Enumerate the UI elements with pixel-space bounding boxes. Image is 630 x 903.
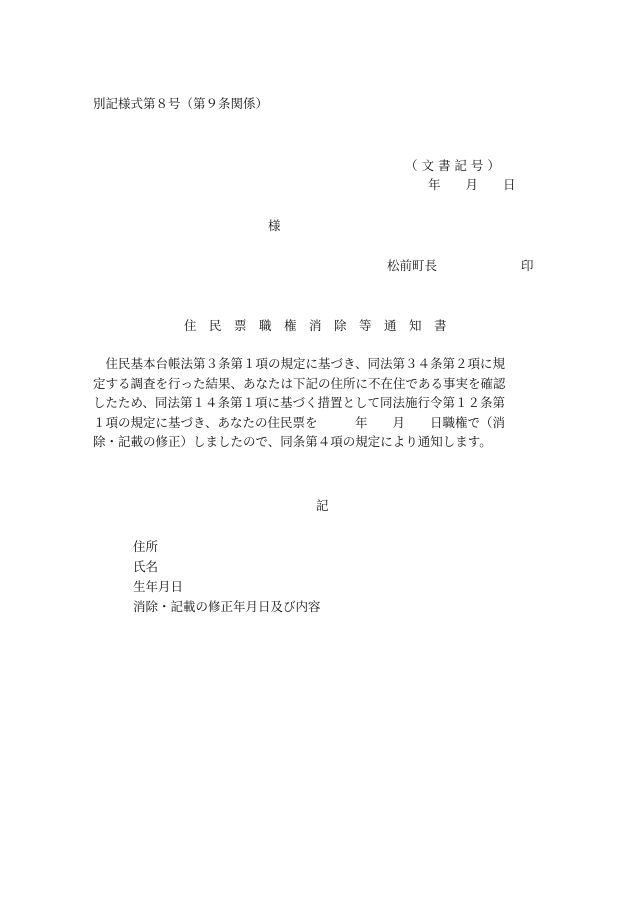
body-line: 住民基本台帳法第３条第１項の規定に基づき、同法第３４条第２項に規 <box>93 356 506 371</box>
item-removal-details: 消除・記載の修正年月日及び内容 <box>133 599 321 614</box>
record-items <box>133 537 321 617</box>
body-line: 定する調査を行った結果、あなたは下記の住所に不在住である事実を確認 <box>93 375 506 391</box>
body-line: 除・記載の修正）しましたので、同条第４項の規定により通知します。 <box>93 434 492 449</box>
document-number: （ 文 書 記 号 ） <box>405 158 500 173</box>
item-address: 住所 <box>133 539 159 554</box>
item-name: 氏名 <box>133 559 159 574</box>
ki-heading: 記 <box>316 498 329 513</box>
document-title: 住 民 票 職 権 消 除 等 通 知 書 <box>184 318 447 333</box>
body-line: １項の規定に基づき、あなたの住民票を 年 月 日職権で（消 <box>93 414 506 430</box>
issue-date: 年 月 日 <box>428 177 516 192</box>
seal-mark: 印 <box>521 258 534 273</box>
notice-body <box>93 354 553 452</box>
item-birthdate: 生年月日 <box>133 579 184 594</box>
body-line: したため、同法第１４条第１項に基づく措置として同法施行令第１２条第 <box>93 395 506 410</box>
addressee-suffix: 様 <box>268 218 281 233</box>
form-label: 別記様式第８号（第９条関係） <box>93 96 269 111</box>
issuer-name: 松前町長 <box>387 258 438 273</box>
